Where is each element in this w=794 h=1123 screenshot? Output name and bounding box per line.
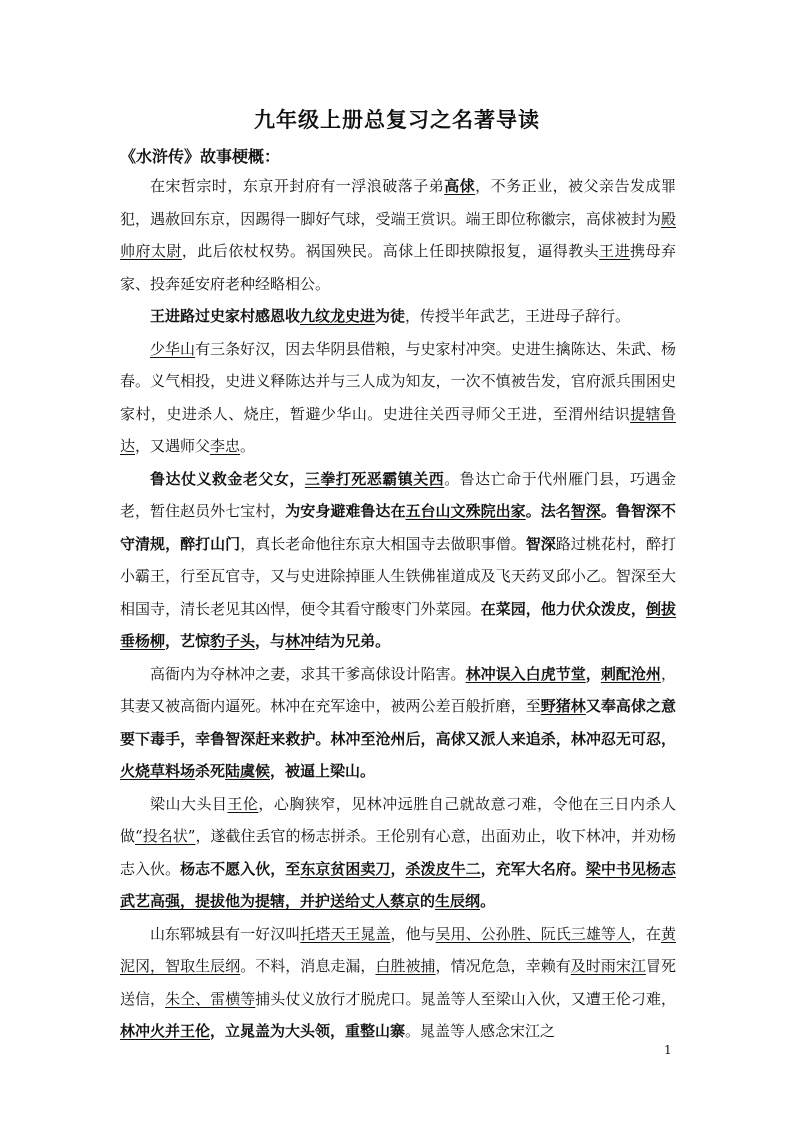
story-synopsis	[120, 170, 676, 1048]
text-run: 东京贫困卖刀	[300, 859, 391, 878]
text-run: 山东郓城县有一好汉叫	[150, 924, 301, 943]
text-run: 五台山文殊院出家	[405, 502, 526, 520]
text-run: ，真长老命他往东京大相国寺去做职事僧。	[240, 534, 526, 553]
text-run: ，传授半年武艺，王进母子辞行。	[405, 307, 631, 325]
text-run: 智深	[525, 534, 556, 553]
text-run: 梁中书见杨志武艺高强，提拔他为提辖，并护送给丈人	[120, 859, 676, 910]
text-run: 王伦	[227, 794, 259, 813]
text-run: ，立晁盖为大头领，重整山寨	[210, 1022, 406, 1040]
text-run: 有三条好汉，因去华阴县借粮，与史家村冲突。史进生擒陈达、朱武、杨春。义气相投，史进义释陈达并与三人成为知友，一次不慎被告发，官府派兵围困史家村，史进杀人、烧庄，暂避少华山。史进往关西寻师父王进，至渭州结识	[120, 339, 676, 423]
text-run: 刺配沧州	[600, 664, 661, 683]
text-run: ，艺惊	[165, 632, 211, 650]
text-run: 为徒	[375, 307, 406, 325]
text-run: 殿帅府太尉	[120, 209, 676, 260]
text-run: ，情况危急，幸赖有	[435, 957, 571, 975]
text-run: ，	[390, 859, 406, 878]
text-run: 火烧草料场	[120, 762, 196, 780]
text-run: 捕头仗义放行才脱虎口。晁盖等人至梁山入伙，又遭王伦刁难，	[255, 989, 676, 1008]
text-run: 野猪林	[540, 697, 586, 715]
section-heading: 《水浒传》故事梗概：	[120, 147, 281, 166]
text-run: ，又遇师父	[135, 437, 211, 455]
text-run: 冒死送信，	[120, 957, 676, 1008]
text-run: ，此后依杖权势。祸国殃民。高俅上任即挟隙报复，逼得教头	[181, 242, 600, 260]
text-run: ，在	[630, 924, 661, 943]
text-run: 杨志不愿入伙，至	[180, 859, 301, 878]
text-run: 在宋哲宗时，东京开封府有一浮浪破落子弟	[150, 177, 445, 195]
text-run: 提辖鲁达	[120, 404, 676, 455]
text-run: ，被逼上梁山。	[270, 762, 376, 780]
text-run: ，充军大名府。	[480, 859, 586, 878]
text-run: 李忠	[210, 437, 241, 455]
paragraph	[120, 333, 676, 463]
text-run: 朱仝、雷横等	[165, 989, 256, 1008]
text-run: 。鲁智深不守清规，醉打山门	[120, 502, 676, 553]
text-run: 杀死	[195, 762, 226, 780]
text-run: 林冲火并王伦	[120, 1022, 211, 1040]
text-run: 林冲误入白虎节堂	[465, 664, 586, 683]
paragraph	[120, 918, 676, 1048]
text-run: 路过桃花村，醉打小霸王，行至瓦官寺，又与史进除掉匪人生铁佛崔道成及飞天药叉邱小乙。智深至大相国寺，清长老见其凶悍，便令其看守酸枣门外菜园。	[120, 534, 676, 618]
text-run: ，他与	[390, 924, 436, 943]
text-run: 白胜被捕	[375, 957, 436, 975]
text-run: 梁山大头目	[150, 794, 228, 813]
text-run: 林冲	[285, 632, 316, 650]
text-run: 智深	[570, 502, 601, 520]
text-run: 杀泼皮牛二	[405, 859, 481, 878]
text-run: 在菜园，他力伏众泼皮，	[480, 599, 646, 618]
text-run: 黄泥冈，智取生辰纲	[120, 924, 676, 975]
text-run: ，	[585, 664, 601, 683]
page-title: 九年级上册总复习之名著导读	[254, 107, 540, 132]
paragraph	[120, 658, 676, 788]
text-run: 陆虞候	[225, 762, 271, 780]
text-run: 少华山	[150, 339, 196, 358]
text-run: 。不料，消息走漏，	[240, 957, 376, 975]
text-run: 倒拔垂杨柳	[120, 599, 676, 650]
text-run: 蔡京	[390, 892, 421, 910]
text-run: 九纹龙史进	[300, 307, 376, 325]
text-run: ，遂截住丢官的杨志拼杀。王伦别有心意，出面劝止，收下林冲，并劝杨志入伙。	[120, 827, 676, 878]
text-run: 。法名	[525, 502, 571, 520]
text-run: ，与	[255, 632, 286, 650]
text-run: 豹子头	[210, 632, 256, 650]
text-run: “投名状”	[135, 827, 196, 845]
text-run: 。晁盖等人感念宋江之	[405, 1022, 556, 1040]
paragraph	[120, 463, 676, 658]
text-run: 。	[240, 437, 256, 455]
text-run: 托塔天王晁盖	[300, 924, 391, 943]
text-run: 。鲁达亡命于代州雁门县，巧遇金老，暂住赵员外七宝村，	[120, 469, 676, 520]
text-run: 携母弃家、投奔延安府老种经略相公。	[120, 242, 676, 293]
paragraph	[120, 300, 676, 333]
text-run: 鲁达仗义救金老父女，	[150, 469, 305, 488]
paragraph	[120, 788, 676, 918]
text-run: 三拳打死恶霸镇关西	[304, 469, 445, 488]
text-run: 吴用、公孙胜、阮氏三雄等人	[435, 924, 631, 943]
text-run: 高衙内为夺林冲之妻，求其干爹高俅设计陷害。	[150, 664, 466, 683]
text-run: 结为兄弟。	[315, 632, 391, 650]
text-run: 王进	[599, 242, 631, 260]
text-run: 的	[420, 892, 436, 910]
text-run: 生辰纲	[435, 892, 481, 910]
page-number: 1	[664, 1043, 672, 1057]
text-run: ，其妻又被高衙内逼死。林冲在充军途中，被两公差百般折磨，至	[120, 664, 676, 715]
text-run: 为安身避难鲁达在	[285, 502, 406, 520]
text-run: 王进路过史家村感恩收	[150, 307, 301, 325]
text-run: 高俅	[444, 177, 476, 195]
text-run: 又奉高俅之意要下毒手，幸鲁智深赶来救护。林冲至沧州后，高俅又派人来追杀，林冲忍无可忍，	[120, 697, 676, 748]
text-run: ，不务正业，被父亲告发成罪犯，遇赦回东京，因踢得一脚好气球，受端王赏识。端王即位称徽宗，高俅被封为	[120, 177, 676, 228]
text-run: ，心胸狭窄，见林冲远胜自己就故意刁难，令他在三日内杀人做	[120, 794, 676, 845]
paragraph	[120, 170, 676, 300]
text-run: 及时雨宋江	[570, 957, 646, 975]
text-run: 。	[480, 892, 496, 910]
